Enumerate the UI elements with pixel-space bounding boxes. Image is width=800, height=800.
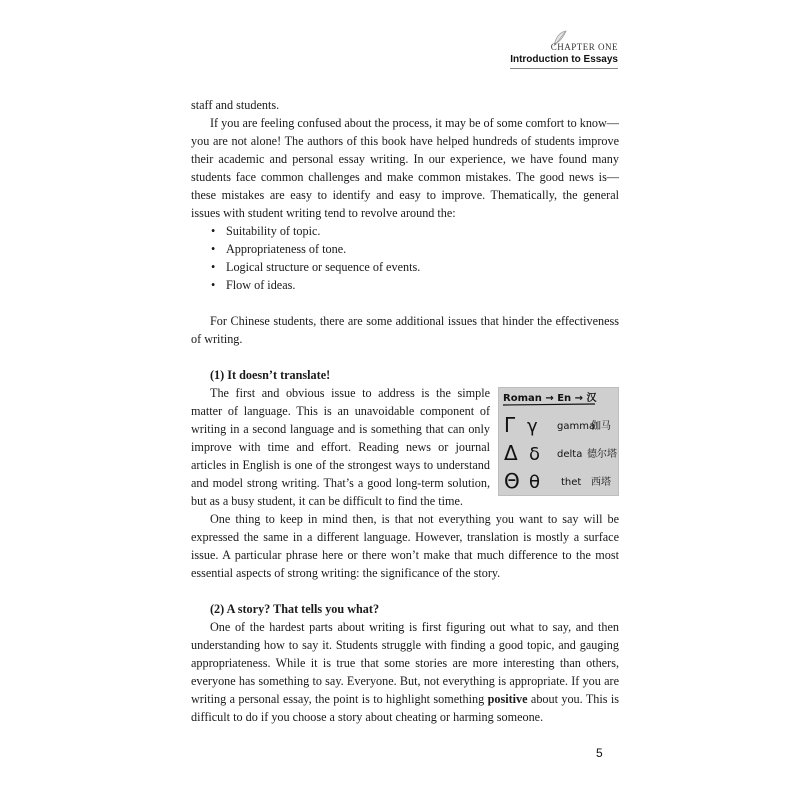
paragraph: For Chinese students, there are some additional issues that hinder the effectiveness of writing. [191,314,619,346]
list-item: • Logical structure or sequence of events. [211,258,619,276]
paragraph: The first and obvious issue to address is the simple matter of language. This is an unavoidable component of writing in a second language and is something that can only improve with time and effort. Reading news or journal articles in English is one of the strongest ways to understand and model strong writing. That’s a good long-term solution, but as a busy student, it can be difficult to find the time. [191,386,490,508]
list-item: • Flow of ideas. [211,276,619,294]
figure-lower-letter: θ [529,472,541,493]
figure-lower-letter: δ [529,444,541,465]
figure-upper-letter: Δ [504,441,518,465]
emphasis-text: positive [487,692,528,706]
chapter-title: Introduction to Essays [510,54,618,65]
figure-chinese-name: 西塔 [591,477,611,488]
paragraph [191,618,619,726]
figure-header: Roman → En → 汉 [503,393,597,404]
figure-english-name: delta [557,449,583,460]
greek-letters-figure [498,387,619,496]
figure-english-name: thet [561,477,582,488]
issue-list [191,222,619,294]
figure-upper-letter: Θ [504,469,520,493]
section-heading: (1) It doesn’t translate! [210,368,331,382]
figure-upper-letter: Γ [504,413,516,437]
figure-chinese-name: 德尔塔 [587,449,617,460]
page-number: 5 [596,746,603,760]
figure-english-name: gamma [557,421,596,432]
section-heading: (2) A story? That tells you what? [210,602,380,616]
header-divider [510,68,618,69]
page-body [191,96,619,726]
figure-wrap-block [191,384,619,510]
figure-lower-letter: γ [527,416,538,437]
figure-chinese-name: 伽马 [591,421,611,432]
paragraph-text: One of the hardest parts about writing is first figuring out what to say, and then understanding how to say it. Students struggle with finding a good topic, and gauging appropriateness. While it is true that some stories are more interesting than others, everyone has something to say. Everyone. But, not everything is appropriate. If you are writing a personal essay, the point is to highlight something [191,620,619,706]
list-item: • Suitability of topic. [211,222,619,240]
continuation-text: staff and students. [191,98,280,112]
chapter-label: CHAPTER ONE [550,42,618,52]
paragraph: One thing to keep in mind then, is that not everything you want to say will be expressed the same in a different language. However, translation is mostly a surface issue. A particular phrase here or there won’t make that much difference to the most essential aspects of strong writing: the significance of the story. [191,512,619,580]
greek-letters-image [499,388,618,495]
paragraph: If you are feeling confused about the process, it may be of some comfort to know—you are not alone! The authors of this book have helped hundreds of students improve their academic and personal essay writing. In our experience, we have found many students face common challenges and make common mistakes. The good news is—these mistakes are easy to identify and easy to improve. Thematically, the general issues with student writing tend to revolve around the: [191,116,619,220]
list-item: • Appropriateness of tone. [211,240,619,258]
running-header [510,35,618,67]
paragraph-text: about you. This is difficult to do if you choose a story about cheating or harming someone. [191,692,620,724]
